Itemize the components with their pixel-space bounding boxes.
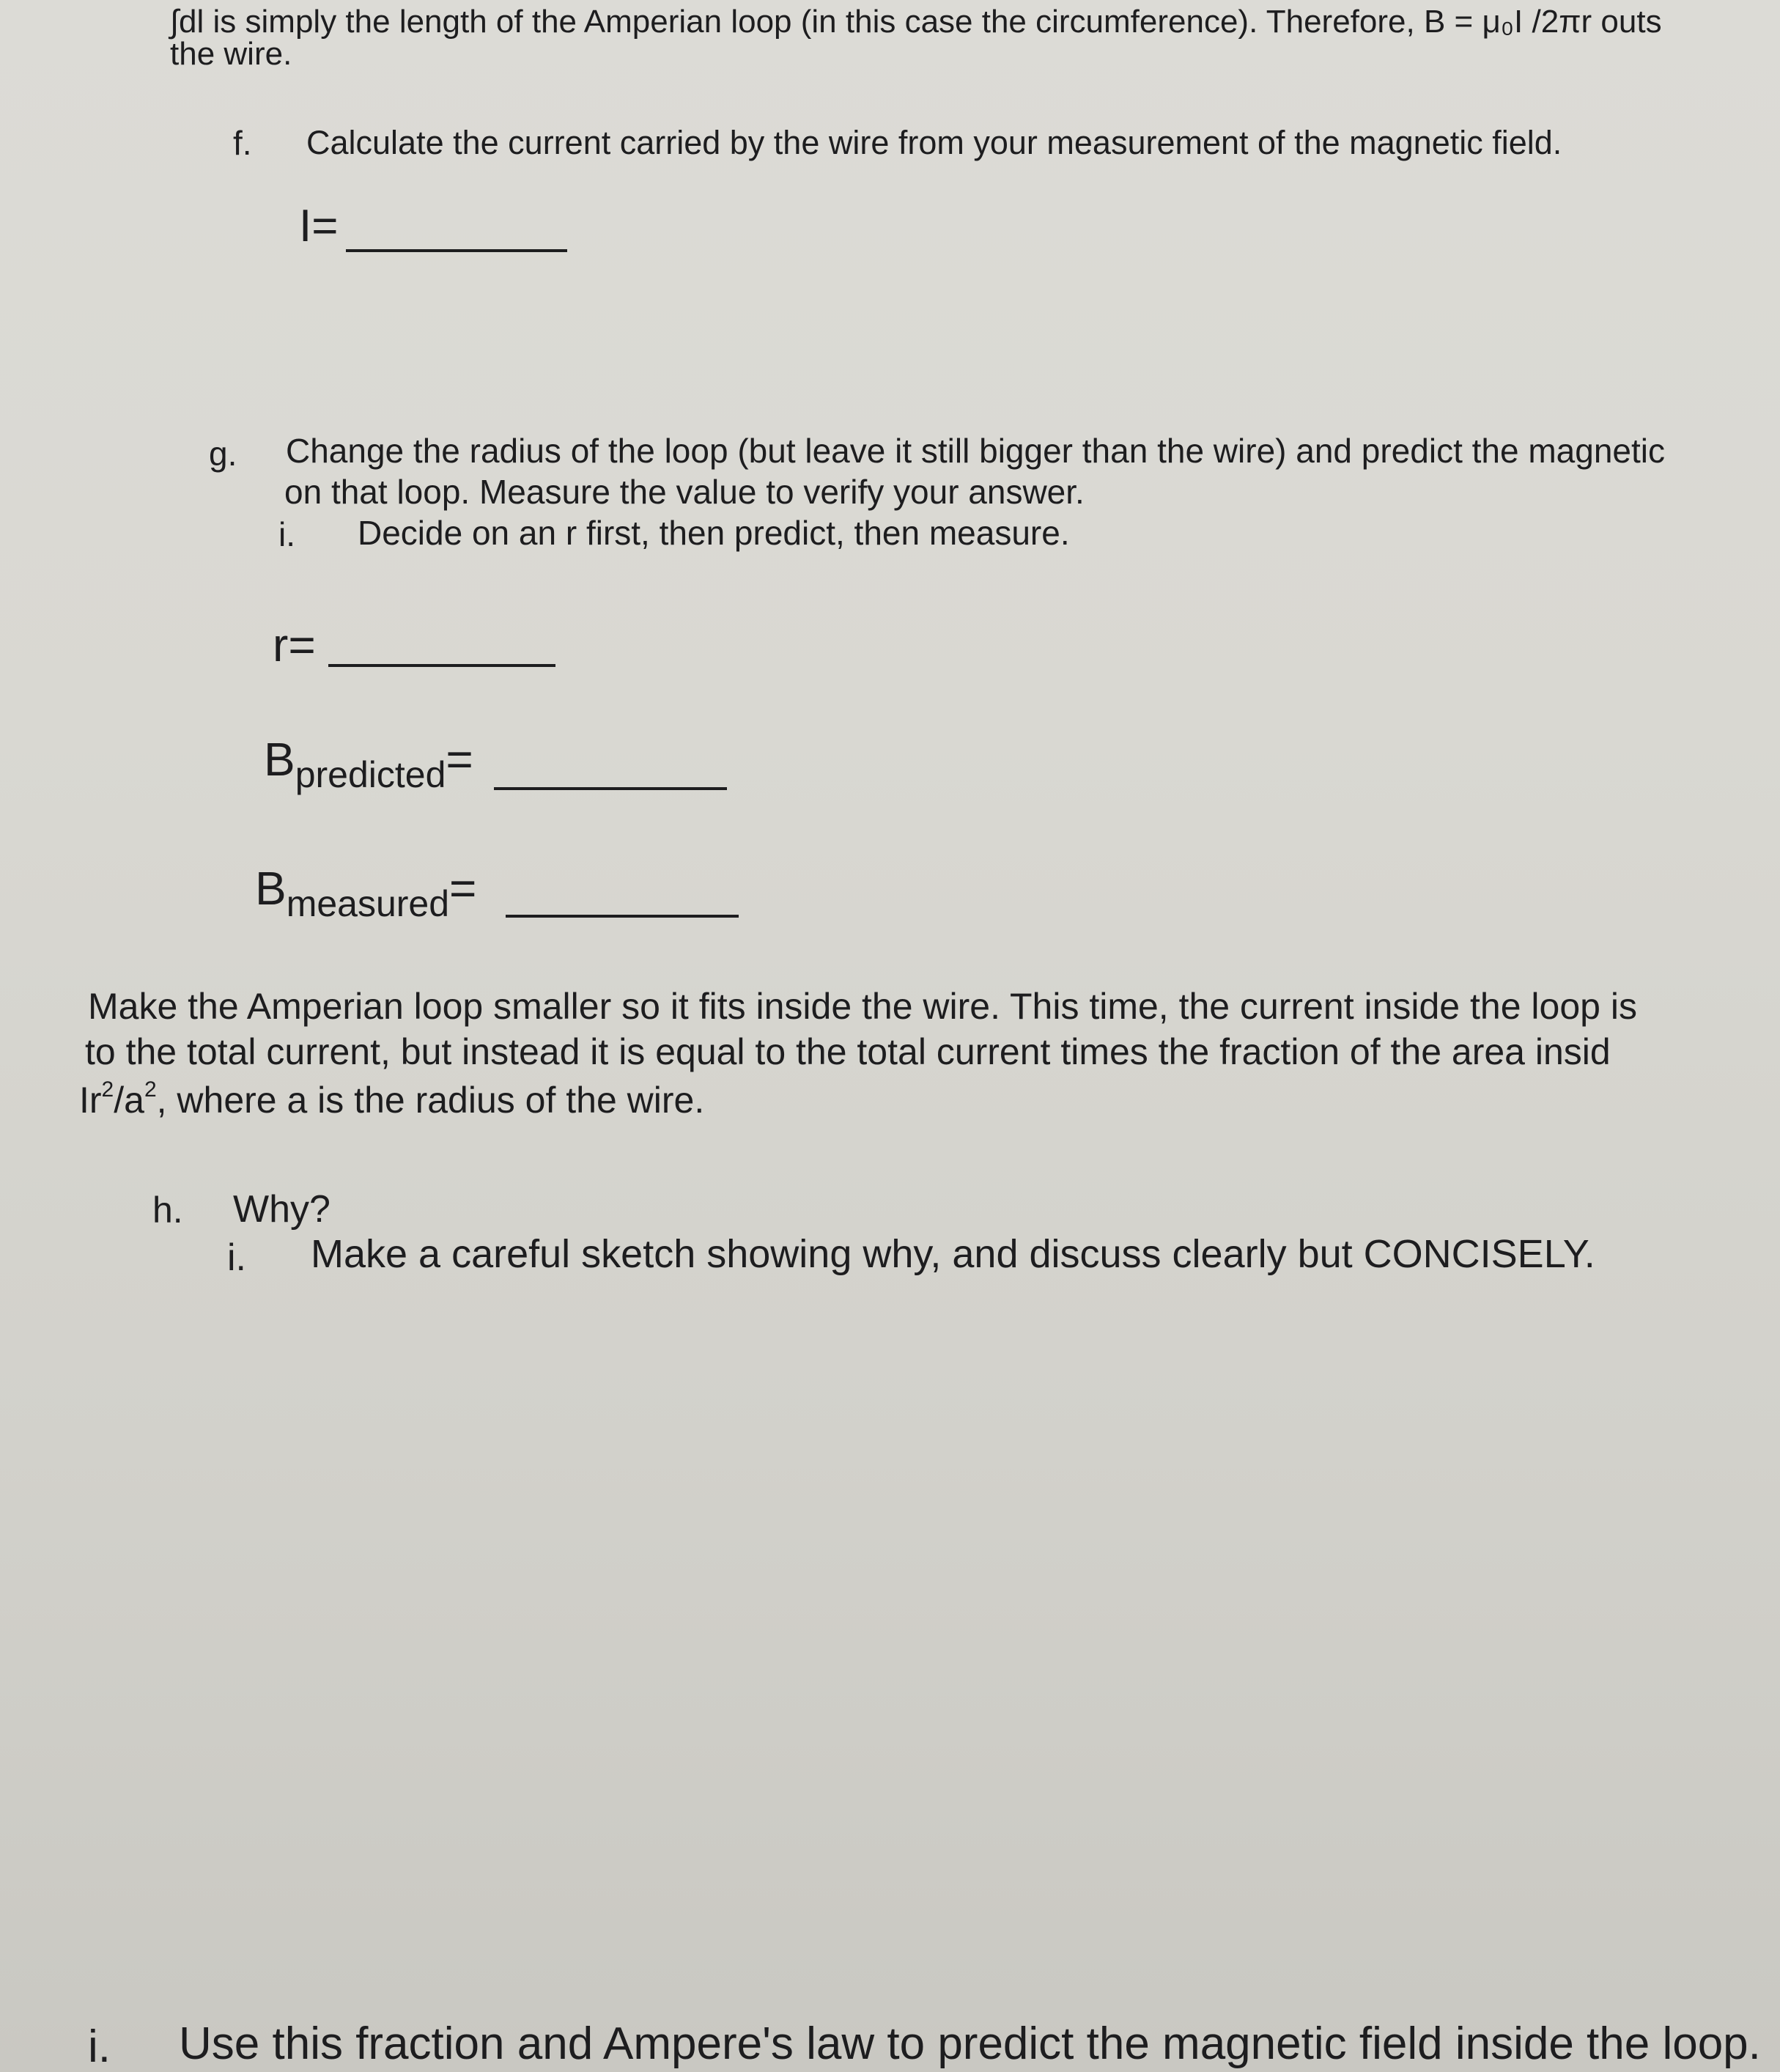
current-answer-blank[interactable] xyxy=(346,249,567,252)
b-measured-letter: B xyxy=(255,862,287,915)
b-measured-subscript: measured xyxy=(286,883,450,924)
paragraph-line-3-rest: , where a is the radius of the wire. xyxy=(156,1080,705,1121)
intro-line-1: ∫dl is simply the length of the Amperian loop (in this case the circumference). Therefore, B = μ₀I /2πr outs xyxy=(170,4,1662,40)
sketch-answer-area[interactable] xyxy=(88,1305,1700,1994)
fraction-formula-ir: Ir xyxy=(79,1080,102,1121)
paragraph-line-2: to the total current, but instead it is equal to the total current times the fraction of the area insid xyxy=(85,1031,1611,1072)
paragraph-line-3 xyxy=(79,1077,705,1121)
b-predicted-subscript: predicted xyxy=(295,754,446,795)
item-g-marker: g. xyxy=(209,435,237,473)
b-predicted-letter: B xyxy=(264,733,295,786)
item-h-sub-text: Make a careful sketch showing why, and discuss clearly but CONCISELY. xyxy=(311,1232,1595,1276)
b-measured-blank[interactable] xyxy=(506,915,739,918)
item-f-marker: f. xyxy=(233,124,252,162)
b-predicted-equals: = xyxy=(446,733,473,786)
item-g-line-1: Change the radius of the loop (but leave it still bigger than the wire) and predict the magnetic xyxy=(286,432,1666,470)
b-predicted-label xyxy=(264,733,473,795)
item-h-text: Why? xyxy=(233,1188,330,1231)
item-g-sub-text: Decide on an r first, then predict, then measure. xyxy=(358,514,1070,552)
paragraph-line-1: Make the Amperian loop smaller so it fits inside the wire. This time, the current inside the loop is xyxy=(88,986,1637,1027)
b-predicted-blank[interactable] xyxy=(494,787,727,790)
current-answer-label: I= xyxy=(299,201,339,251)
fraction-exponent-2: 2 xyxy=(144,1077,157,1102)
intro-line-2: the wire. xyxy=(170,36,292,72)
fraction-exponent-1: 2 xyxy=(101,1077,114,1102)
item-h-marker: h. xyxy=(152,1190,183,1231)
radius-blank[interactable] xyxy=(328,664,555,667)
item-h-sub-marker: i. xyxy=(227,1236,246,1279)
item-i-text: Use this fraction and Ampere's law to predict the magnetic field inside the loop. xyxy=(179,2018,1761,2069)
item-g-line-2: on that loop. Measure the value to verify your answer. xyxy=(284,473,1085,511)
item-i-marker: i. xyxy=(88,2021,111,2072)
radius-label: r= xyxy=(273,619,316,671)
fraction-formula-a: /a xyxy=(114,1080,144,1121)
item-g-sub-marker: i. xyxy=(278,515,295,553)
item-f-text: Calculate the current carried by the wire from your measurement of the magnetic field. xyxy=(306,124,1562,161)
b-measured-label xyxy=(255,862,477,924)
b-measured-equals: = xyxy=(449,862,477,915)
